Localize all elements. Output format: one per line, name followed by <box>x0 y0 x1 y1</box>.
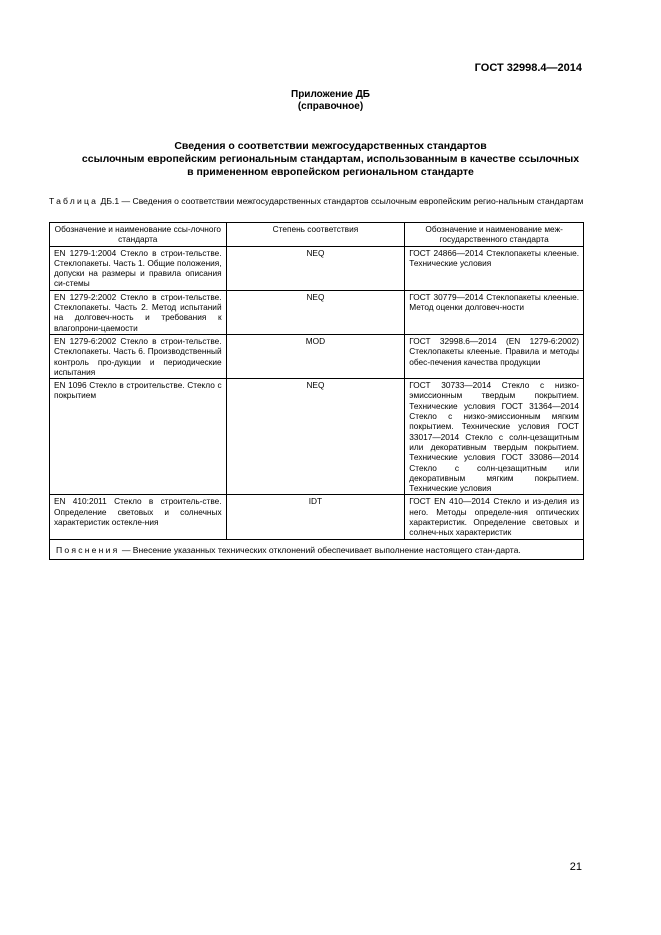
interstate-standard-cell: ГОСТ EN 410—2014 Стекло и из-делия из него. Методы определе-ния оптических характеристик. Определение световых и солнеч-ных характеристик <box>405 495 584 539</box>
conformity-degree-cell: NEQ <box>226 290 405 334</box>
interstate-standard-cell: ГОСТ 30733—2014 Стекло с низко-эмиссионным твердым покрытием. Технические условия ГОСТ 31364—2014 Стекло с низко-эмиссионным мягким покрытием. Технические условия ГОСТ 33017—2014 Стекло с солн-цезащитным или декоративным твердым покрытием. Технические условия ГОСТ 33086—2014 Стекло с солн-цезащитным или декоративным мягким покрытием. Технические условия <box>405 379 584 495</box>
appendix-title <box>30 140 631 179</box>
table-caption-text: ДБ.1 — Сведения о соответствии межгосударственных стандартов ссылочным европейским регио-нальным стандартам <box>98 196 584 206</box>
table-row <box>50 495 584 539</box>
conformity-table <box>49 222 584 560</box>
table-note-row <box>50 539 584 559</box>
title-line: ссылочным европейским региональным стандартам, использованным в качестве ссылочных <box>81 153 580 165</box>
reference-standard-cell: EN 1279-2:2002 Стекло в строи-тельстве. Стеклопакеты. Часть 2. Метод испытаний на долговеч-ность и требования к влагопрони-цаемости <box>50 290 227 334</box>
table-caption-word: Таблица <box>49 196 99 206</box>
table-header-row <box>50 223 584 247</box>
reference-standard-cell: EN 1279-6:2002 Стекло в строи-тельстве. Стеклопакеты. Часть 6. Производственный контроль про-дукции и периодические испытания <box>50 334 227 378</box>
table-caption <box>49 196 584 207</box>
table-note <box>50 539 584 559</box>
appendix-label: Приложение ДБ <box>291 89 370 100</box>
table-note-text: — Внесение указанных технических отклонений обеспечивает выполнение настоящего стан-дарта. <box>119 544 521 555</box>
page-number: 21 <box>569 861 582 873</box>
interstate-standard-cell: ГОСТ 32998.6—2014 (EN 1279-6:2002) Стеклопакеты клееные. Правила и методы обес-печения качества продукции <box>405 334 584 378</box>
title-line: в примененном европейском региональном стандарте <box>187 166 474 178</box>
conformity-degree-cell: NEQ <box>226 246 405 290</box>
reference-standard-cell: EN 410:2011 Стекло в строитель-стве. Определение световых и солнечных характеристик остекле-ния <box>50 495 227 539</box>
reference-standard-cell: EN 1096 Стекло в строительстве. Стекло с покрытием <box>50 379 227 495</box>
table-row <box>50 379 584 495</box>
interstate-standard-cell: ГОСТ 30779—2014 Стеклопакеты клееные. Метод оценки долговеч-ности <box>405 290 584 334</box>
column-header-interstate: Обозначение и наименование меж-государственного стандарта <box>405 223 584 247</box>
interstate-standard-cell: ГОСТ 24866—2014 Стеклопакеты клееные. Технические условия <box>405 246 584 290</box>
column-header-degree: Степень соответствия <box>226 223 405 247</box>
table-row <box>50 246 584 290</box>
table-note-word: Пояснения <box>56 544 120 555</box>
column-header-reference: Обозначение и наименование ссы-лочного стандарта <box>50 223 227 247</box>
conformity-degree-cell: IDT <box>226 495 405 539</box>
conformity-degree-cell: MOD <box>226 334 405 378</box>
table-row <box>50 290 584 334</box>
table-row <box>50 334 584 378</box>
conformity-degree-cell: NEQ <box>226 379 405 495</box>
title-line: Сведения о соответствии межгосударственных стандартов <box>174 140 487 152</box>
document-code: ГОСТ 32998.4—2014 <box>474 62 582 74</box>
reference-standard-cell: EN 1279-1:2004 Стекло в строи-тельстве. Стеклопакеты. Часть 1. Общие положения, допуски на размеры и правила описания си-стемы <box>50 246 227 290</box>
appendix-kind: (справочное) <box>297 101 364 112</box>
